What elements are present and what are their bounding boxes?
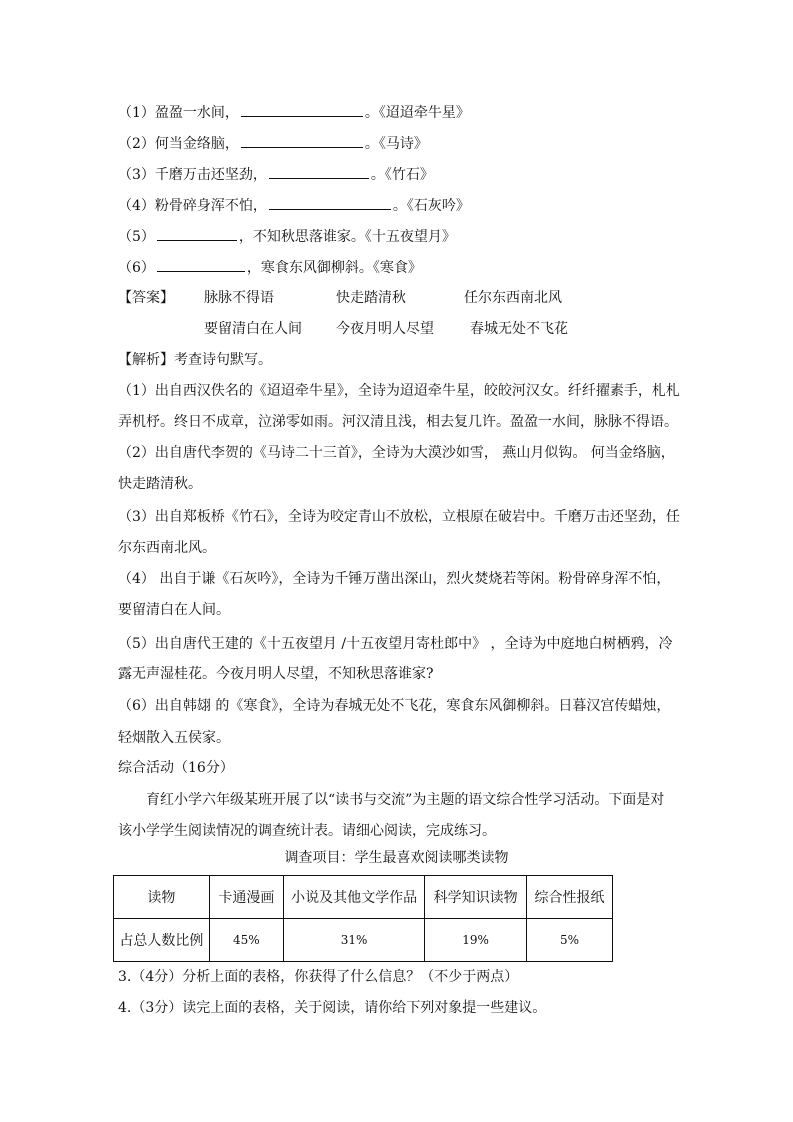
table-row (114, 876, 613, 919)
category-cell: 卡通漫画 (209, 876, 283, 919)
answer-item-2: 快走踏清秋 (336, 290, 406, 306)
analysis-label: 【解析】考查诗句默写。 (118, 352, 272, 368)
analysis-line: （4） 出自于谦《石灰吟》，全诗为千锤万凿出深山，烈火焚烧若等闲。粉骨碎身浑不怕， (118, 571, 671, 587)
blank-question-3 (118, 164, 434, 185)
answer-label: 【答案】 (118, 290, 174, 306)
analysis-line: （5）出自唐代王建的《十五夜望月 /十五夜望月寄杜郎中》 ，全诗为中庭地白树栖鸦，冷 (118, 636, 673, 652)
question-text: （2）何当金络脑， (118, 136, 239, 152)
analysis-line: 弄机杼。终日不成章，泣涕零如雨。河汉清且浅，相去复几许。盈盈一水间，脉脉不得语。 (118, 414, 678, 430)
analysis-line: （6）出自韩翃 的《寒食》，全诗为春城无处不飞花，寒食东风御柳斜。日暮汉宫传蜡烛， (118, 698, 671, 714)
survey-table (113, 875, 613, 962)
answer-blank (157, 257, 245, 272)
analysis-line: （1）出自西汉佚名的《迢迢牵牛星》，全诗为迢迢牵牛星，皎皎河汉女。纤纤擢素手，札札 (118, 383, 680, 399)
row-header: 读物 (114, 876, 210, 919)
activity-intro: 该小学学生阅读情况的调查统计表。请细心阅读，完成练习。 (118, 823, 496, 839)
question-text: （1）盈盈一水间， (118, 105, 239, 121)
blank-question-2 (118, 133, 428, 154)
analysis-line: 尔东西南北风。 (118, 540, 216, 556)
answer-blank (269, 164, 369, 179)
blank-question-5 (118, 226, 456, 247)
question-3: 3.（4分）分析上面的表格，你获得了什么信息？（不少于两点） (118, 969, 519, 985)
question-text: （3）千磨万击还坚劲， (118, 167, 267, 183)
table-row (114, 919, 613, 962)
value-cell: 5% (527, 919, 613, 962)
analysis-line: （2）出自唐代李贺的《马诗二十三首》，全诗为大漠沙如雪， 燕山月似钩。 何当金络脑， (118, 445, 675, 461)
table-caption: 调查项目：学生最喜欢阅读哪类读物 (284, 850, 509, 866)
answer-blank (241, 102, 363, 117)
question-source: 。《马诗》 (364, 136, 428, 152)
blank-question-4 (118, 195, 470, 216)
answer-blank (269, 195, 391, 210)
blank-question-1 (118, 102, 470, 123)
activity-intro: 育红小学六年级某班开展了以“读书与交流”为主题的语文综合性学习活动。下面是对 (146, 792, 665, 808)
analysis-line: （3）出自郑板桥《竹石》，全诗为咬定青山不放松，立根原在破岩中。千磨万击还坚劲，任 (118, 509, 680, 525)
analysis-line: 快走踏清秋。 (118, 476, 202, 492)
analysis-line: 露无声湿桂花。今夜月明人尽望，不知秋思落谁家? (118, 666, 434, 682)
question-source: ，不知秋思落谁家。《十五夜望月》 (238, 229, 456, 245)
question-text: （6） (118, 260, 155, 276)
row-header: 占总人数比例 (114, 919, 210, 962)
section-title: 综合活动（16分） (118, 760, 234, 776)
answer-item-6: 春城无处不飞花 (470, 321, 568, 337)
question-source: ，寒食东风御柳斜。《寒食》 (246, 260, 422, 276)
answer-item-4: 要留清白在人间 (204, 321, 302, 337)
question-text: （4）粉骨碎身浑不怕， (118, 198, 267, 214)
question-source: 。《迢迢牵牛星》 (364, 105, 470, 121)
question-4: 4.（3分）读完上面的表格，关于阅读，请你给下列对象提一些建议。 (118, 1000, 547, 1016)
answer-blank (241, 133, 363, 148)
category-cell: 科学知识读物 (425, 876, 527, 919)
answer-item-3: 任尔东西南北风 (464, 290, 562, 306)
question-source: 。《竹石》 (370, 167, 434, 183)
analysis-line: 要留清白在人间。 (118, 602, 230, 618)
value-cell: 31% (283, 919, 424, 962)
question-source: 。《石灰吟》 (392, 198, 470, 214)
answer-item-1: 脉脉不得语 (204, 290, 274, 306)
answer-item-5: 今夜月明人尽望 (336, 321, 434, 337)
blank-question-6 (118, 257, 422, 278)
question-text: （5） (118, 229, 155, 245)
category-cell: 综合性报纸 (527, 876, 613, 919)
answer-blank (157, 226, 237, 241)
value-cell: 19% (425, 919, 527, 962)
analysis-line: 轻烟散入五侯家。 (118, 730, 230, 746)
value-cell: 45% (209, 919, 283, 962)
category-cell: 小说及其他文学作品 (283, 876, 424, 919)
